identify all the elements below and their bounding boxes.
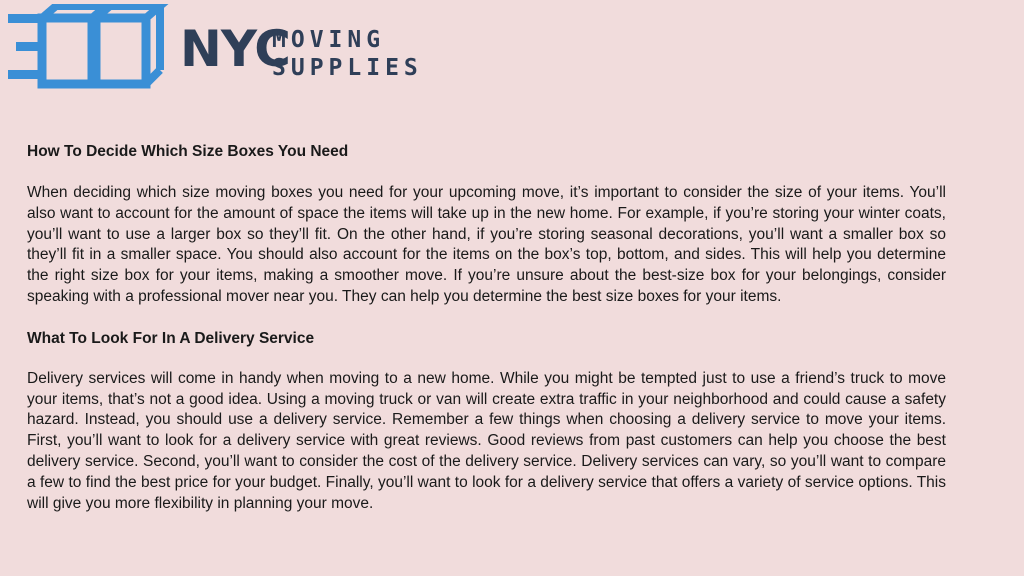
moving-boxes-logo-icon bbox=[8, 4, 178, 90]
section-heading-delivery-service: What To Look For In A Delivery Service bbox=[27, 329, 315, 347]
logo-text-moving: MOVING bbox=[272, 27, 386, 53]
logo-text-nyc: NYC bbox=[180, 20, 290, 78]
section-body-box-sizes: When deciding which size moving boxes you need for your upcoming move, it’s important to consider the size of your items. You’ll also want to account for the amount of space the items will take up in the new home. For example, if you’re storing your winter coats, you’ll want to use a larger box so they’ll fit. On the other hand, if you’re storing seasonal decorations, you’ll want a smaller box so they’ll fit in a smaller space. You should also account for the items on the box’s top, bottom, and sides. This will help you determine the right size box for your items, making a smoother move. If you’re unsure about the best-size box for your belongings, consider speaking with a professional mover near you. They can help you determine the best size boxes for your items. bbox=[27, 184, 946, 305]
section-heading-box-sizes: How To Decide Which Size Boxes You Need bbox=[27, 143, 349, 160]
logo-text-supplies: SUPPLIES bbox=[272, 55, 423, 81]
article-content bbox=[27, 141, 946, 514]
section-body-delivery-service: Delivery services will come in handy when moving to a new home. While you might be tempted just to use a friend’s truck to move your items, that’s not a good idea. Using a moving truck or van will create extra traffic in your neighborhood and could cause a safety hazard. Instead, you should use a delivery service. Remember a few things when choosing a delivery service to move your items. First, you’ll want to look for a delivery service with great reviews. Good reviews from past customers can help you choose the best delivery service. Second, you’ll want to consider the cost of the delivery service. Delivery services can vary, so you’ll want to compare a few to find the best price for your budget. Finally, you’ll want to look for a delivery service that offers a variety of service options. This will give you more flexibility in planning your move. bbox=[27, 369, 946, 512]
brand-logo bbox=[8, 4, 423, 90]
